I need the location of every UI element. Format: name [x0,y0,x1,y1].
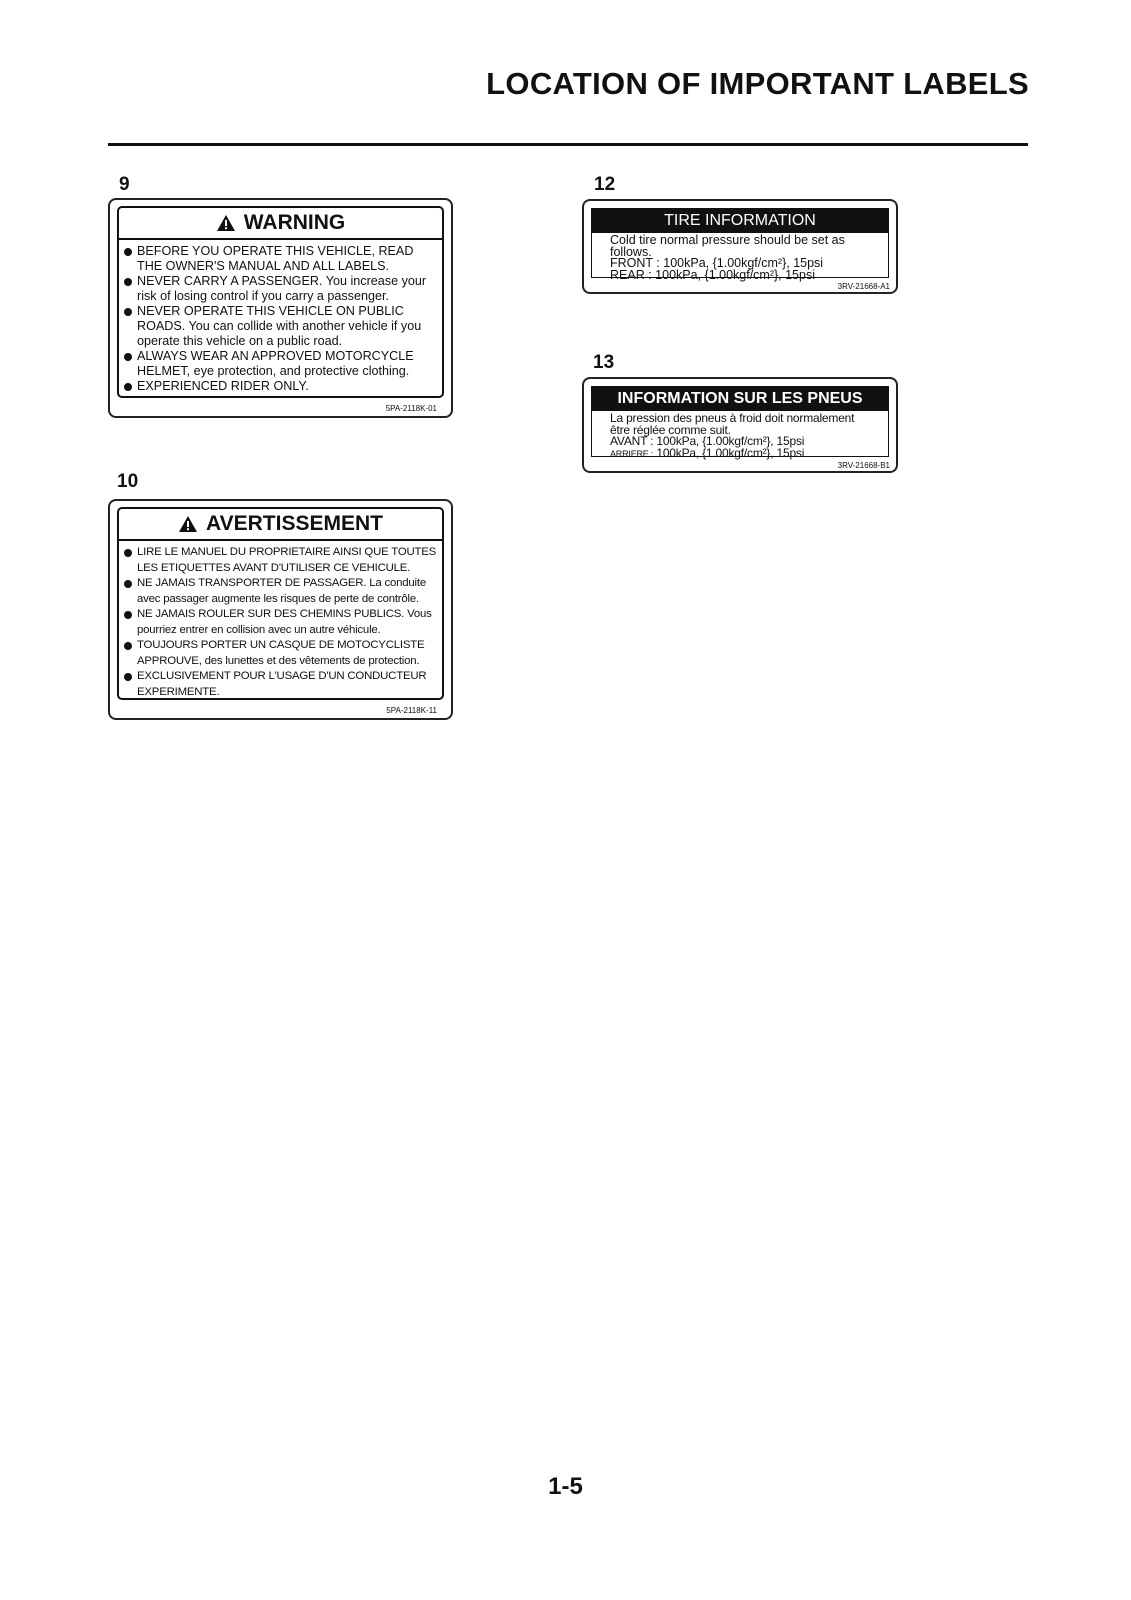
warning-triangle-icon [216,214,236,232]
tire-info-line: La pression des pneus à froid doit normalement [610,411,855,425]
part-code: 3RV-21668-A1 [837,282,890,291]
label-number-10: 10 [117,471,139,492]
warning-item: NEVER OPERATE THIS VEHICLE ON PUBLIC ROADS. You can collide with another vehicle if you operate this vehicle on a public road. [123,304,438,349]
warning-heading [119,509,442,541]
warning-item: ALWAYS WEAR AN APPROVED MOTORCYCLE HELMET, eye protection, and protective clothing. [123,349,438,379]
part-code: 5PA-2118K-11 [386,706,437,715]
warning-label-fr [108,499,453,720]
warning-frame [117,507,444,700]
title-rule [108,143,1028,146]
part-code: 5PA-2118K-01 [385,404,437,413]
warning-item: TOUJOURS PORTER UN CASQUE DE MOTOCYCLISTE APPROUVE, des lunettes et des vêtements de protection. [123,638,438,669]
warning-label-en [108,198,453,418]
warning-heading-text: WARNING [243,211,346,234]
tire-info-body [592,411,888,462]
tire-rear-row: ARRIERE : 100kPa, {1.00kgf/cm²}, 15psi [610,445,805,460]
tire-info-heading: INFORMATION SUR LES PNEUS [592,387,888,411]
label-number-13: 13 [593,352,615,373]
tire-front-row: FRONT : 100kPa, {1.00kgf/cm²}, 15psi [610,256,824,270]
warning-item: LIRE LE MANUEL DU PROPRIETAIRE AINSI QUE TOUTES LES ETIQUETTES AVANT D'UTILISER CE VEHICULE. [123,545,438,576]
tire-info-frame [591,208,889,282]
warning-list [119,240,442,394]
page-number: 1-5 [548,1473,583,1500]
warning-item: NE JAMAIS TRANSPORTER DE PASSAGER. La conduite avec passager augmente les risques de perte de contrôle. [123,576,438,607]
label-number-12: 12 [594,174,616,195]
warning-item: EXPERIENCED RIDER ONLY. [123,379,438,394]
warning-heading-text: AVERTISSEMENT [206,512,383,535]
warning-item: BEFORE YOU OPERATE THIS VEHICLE, READ THE OWNER'S MANUAL AND ALL LABELS. [123,244,438,274]
tire-rear-row: REAR : 100kPa, {1.00kgf/cm²}, 15psi [610,267,815,282]
page-title: LOCATION OF IMPORTANT LABELS [486,66,1029,101]
warning-item: EXCLUSIVEMENT POUR L'USAGE D'UN CONDUCTEUR EXPERIMENTE. [123,669,438,700]
tire-info-body [592,233,888,283]
warning-item: NE JAMAIS ROULER SUR DES CHEMINS PUBLICS. Vous pourriez entrer en collision avec un autre véhicule. [123,607,438,638]
tire-info-line: être réglée comme suit. [610,422,731,437]
tire-front-row: AVANT : 100kPa, {1.00kgf/cm²}, 15psi [610,434,805,448]
tire-info-line: Cold tire normal pressure should be set as [610,233,845,247]
tire-info-frame [591,386,889,460]
warning-list [119,541,442,700]
warning-item: NEVER CARRY A PASSENGER. You increase your risk of losing control if you carry a passenger. [123,274,438,304]
tire-info-line: follows. [610,244,652,259]
tire-info-heading: TIRE INFORMATION [592,209,888,233]
label-number-9: 9 [119,174,130,195]
tire-info-label-fr [582,377,898,473]
tire-info-label-en [582,199,898,294]
warning-triangle-icon [178,515,198,533]
part-code: 3RV-21668-B1 [837,461,890,470]
warning-frame [117,206,444,398]
warning-heading [119,208,442,240]
